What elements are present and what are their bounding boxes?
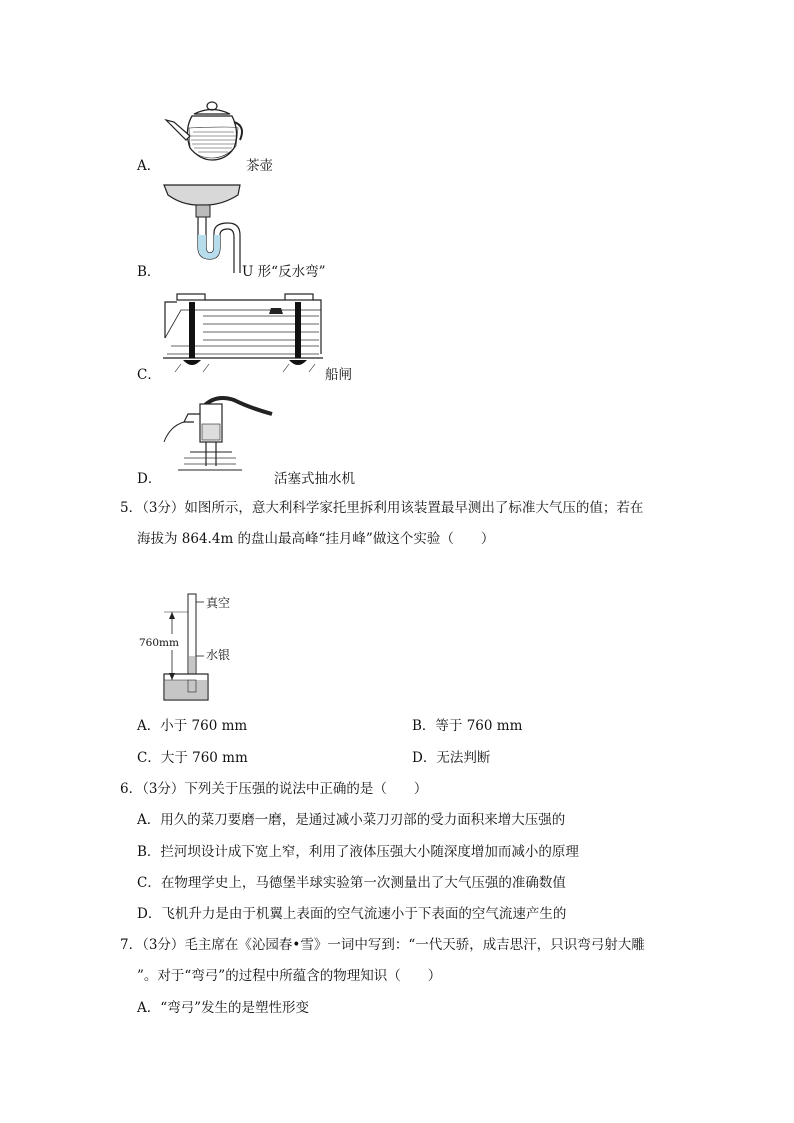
q7-option-a: A．“弯弓”发生的是塑性形变 [137, 1000, 310, 1016]
option-a-caption: 茶壶 [246, 158, 273, 174]
q5-stem-line1: 5．（3分）如图所示，意大利科学家托里拆利用该装置最早测出了标准大气压的值；若在 [120, 500, 644, 516]
option-b-caption: U 形“反水弯” [242, 264, 326, 280]
q6-option-c: C．在物理学史上，马德堡半球实验第一次测量出了大气压强的准确数值 [137, 875, 566, 891]
teapot-figure [160, 100, 246, 164]
mercury-label: 水银 [206, 648, 231, 662]
q6-option-a: A．用久的菜刀要磨一磨，是通过减小菜刀刃部的受力面积来增大压强的 [137, 812, 566, 828]
option-b-letter: B． [137, 264, 161, 280]
option-c-caption: 船闸 [325, 367, 352, 383]
option-c-letter: C． [137, 367, 161, 383]
q5-option-b: B．等于 760 mm [412, 718, 523, 734]
q5-option-d: D．无法判断 [412, 750, 491, 766]
option-d-letter: D． [137, 471, 162, 487]
option-d-caption: 活塞式抽水机 [274, 471, 355, 487]
option-a-letter: A． [137, 158, 161, 174]
q5-option-a: A．小于 760 mm [137, 718, 248, 734]
q5-option-c: C．大于 760 mm [137, 750, 248, 766]
ship-lock-figure [163, 288, 323, 378]
vacuum-label: 真空 [206, 596, 231, 610]
q6-stem: 6．（3分）下列关于压强的说法中正确的是（ ） [120, 781, 428, 797]
height-label: 760mm [139, 637, 179, 649]
q7-stem-line2: ”。对于“弯弓”的过程中所蕴含的物理知识（ ） [137, 968, 442, 984]
piston-pump-figure [160, 392, 278, 480]
q7-stem-line1: 7．（3分）毛主席在《沁园春•雪》一词中写到：“一代天骄，成吉思汗，只识弯弓射大雕 [120, 937, 645, 953]
sink-trap-figure [162, 183, 244, 279]
q6-option-b: B．拦河坝设计成下宽上窄，利用了液体压强大小随深度增加而减小的原理 [137, 844, 579, 860]
q6-option-d: D．飞机升力是由于机翼上表面的空气流速小于下表面的空气流速产生的 [137, 906, 567, 922]
q5-stem-line2: 海拔为 864.4m 的盘山最高峰“挂月峰”做这个实验（ ） [137, 531, 495, 547]
